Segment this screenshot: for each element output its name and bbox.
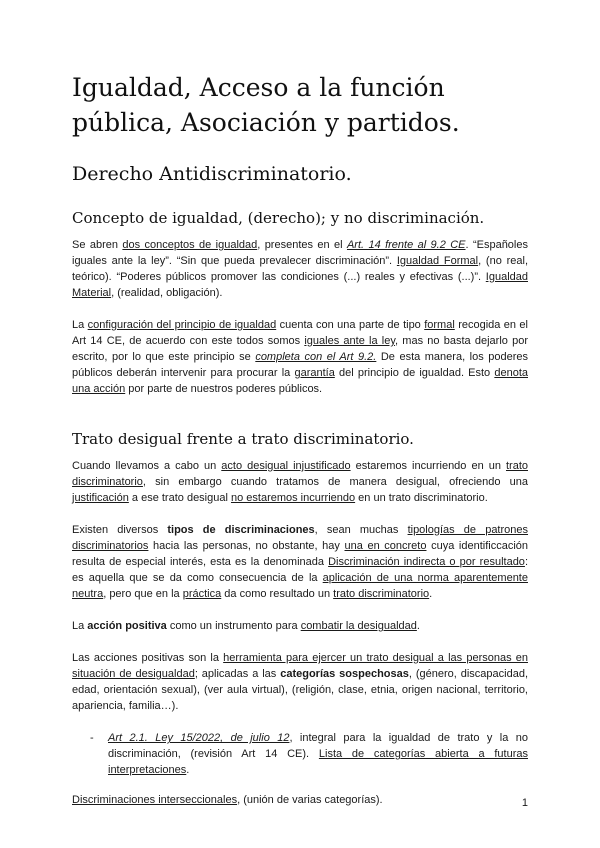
text: . [416,620,420,632]
text: ; aplicadas a las [194,668,281,680]
text: recogida en el Art 14 CE, de acuerdo con este todos somos [72,319,528,347]
text: . [429,588,433,600]
underlined-text: configuración del principio de igualdad [87,319,277,331]
text: hacia las personas, no obstante, hay [148,540,345,552]
text: en un trato discriminatorio. [355,492,488,504]
text: por parte de nuestros poderes públicos. [125,383,323,395]
underlined-italic-text: completa con el Art 9.2. [255,351,377,363]
section-heading-trato: Trato desigual frente a trato discriminatorio. [72,430,414,448]
bullet-dash: - [90,732,94,744]
section-heading-igualdad: Concepto de igualdad, (derecho); y no discriminación. [72,209,485,227]
text: . “Españoles iguales ante la ley”. “Sin que pueda prevalecer discriminación”. [72,239,528,267]
underlined-text: Igualdad Formal [396,255,479,267]
text: , (realidad, obligación). [111,287,223,299]
text: Se abren [72,239,123,251]
text: Las acciones positivas son la [72,652,224,664]
text: Cuando llevamos a cabo un [72,460,222,472]
paragraph-conceptos [72,237,528,301]
document-subtitle: Derecho Antidiscriminatorio. [72,163,352,185]
text: cuya identificcación resulta de especial interés, esta es la denominada [72,540,529,568]
underlined-text: herramienta para ejercer un trato desigual a las personas en situación de desigualdad [72,652,528,680]
text: , sean muchas [314,524,408,536]
text: cuenta con una parte de tipo [276,319,425,331]
underlined-text: aplicación de una norma aparentemente neutra [72,572,528,600]
bold-text: categorías sospechosas [280,668,409,680]
text: del principio de igualdad. Esto [334,367,495,379]
page-number: 1 [521,797,528,809]
text: a ese trato desigual [128,492,231,504]
underlined-text: combatir la desigualdad [300,620,417,632]
text: , (unión de varias categorías). [237,794,383,806]
underlined-text: dos conceptos de igualdad [122,239,258,251]
underlined-text: práctica [182,588,222,600]
paragraph-acciones-positivas [72,650,528,714]
underlined-text: no estaremos incurriendo [230,492,356,504]
page-content [72,70,528,824]
bold-text: tipos de discriminaciones [167,524,315,536]
text: , (género, discapacidad, edad, orientación sexual), (ver aula virtual), (religión, clase, etnia, origen nacional, territorio, apariencia, familia…). [72,668,529,712]
paragraph-accion-positiva [72,618,528,634]
text: La [72,319,88,331]
text: , (no real, teórico). “Poderes públicos promover las condiciones (...) reales y efectivas (...)”. [72,255,528,283]
bullet-list [72,730,528,778]
underlined-text: Discriminaciones interseccionales [72,794,238,806]
underlined-italic-text: Art 2.1. Ley 15/2022, de julio 12 [108,732,290,744]
underlined-italic-text: Art. 14 frente al 9.2 CE [346,239,466,251]
bold-text: acción positiva [87,620,167,632]
paragraph-configuracion [72,317,528,397]
text: , mas no basta dejarlo por escrito, por lo que este principio se [72,335,528,363]
paragraph-tipos [72,522,528,602]
paragraph-interseccionales [72,792,528,808]
underlined-text: acto desigual injustificado [221,460,351,472]
underlined-text: tipologías de patrones discriminatorios [72,524,529,552]
text: , pero que en la [103,588,183,600]
underlined-text: Lista de categorías abierta a futuras interpretaciones [108,748,528,776]
text: como un instrumento para [166,620,301,632]
underlined-text: denota una acción [72,367,528,395]
text: De esta manera, los poderes públicos deberán intervenir para procurar la [72,351,528,379]
underlined-text: iguales ante la ley [304,335,396,347]
underlined-text: trato discriminatorio [72,460,528,488]
underlined-text: formal [424,319,455,331]
list-item [90,730,528,778]
underlined-text: trato discriminatorio [333,588,430,600]
text: , integral para la igualdad de trato y la no discriminación, (revisión Art 14 CE). [108,732,528,760]
underlined-text: garantía [294,367,335,379]
text: , presentes en el [257,239,347,251]
text: , sin embargo cuando tratamos de manera desigual, ofreciendo una [142,476,528,488]
text: La [72,620,88,632]
text: da como resultado un [221,588,334,600]
underlined-text: Discriminación indirecta o por resultado [328,556,525,568]
paragraph-trato-desigual [72,458,528,506]
text: Existen diversos [72,524,168,536]
text: estaremos incurriendo en un [350,460,506,472]
text: : es aquella que se da como consecuencia de la [72,556,528,584]
underlined-text: justificación [72,492,129,504]
text: . [186,764,190,776]
underlined-text: Igualdad Material [72,271,528,299]
underlined-text: una en concreto [344,540,427,552]
document-title: Igualdad, Acceso a la función pública, Asociación y partidos. [72,73,460,137]
